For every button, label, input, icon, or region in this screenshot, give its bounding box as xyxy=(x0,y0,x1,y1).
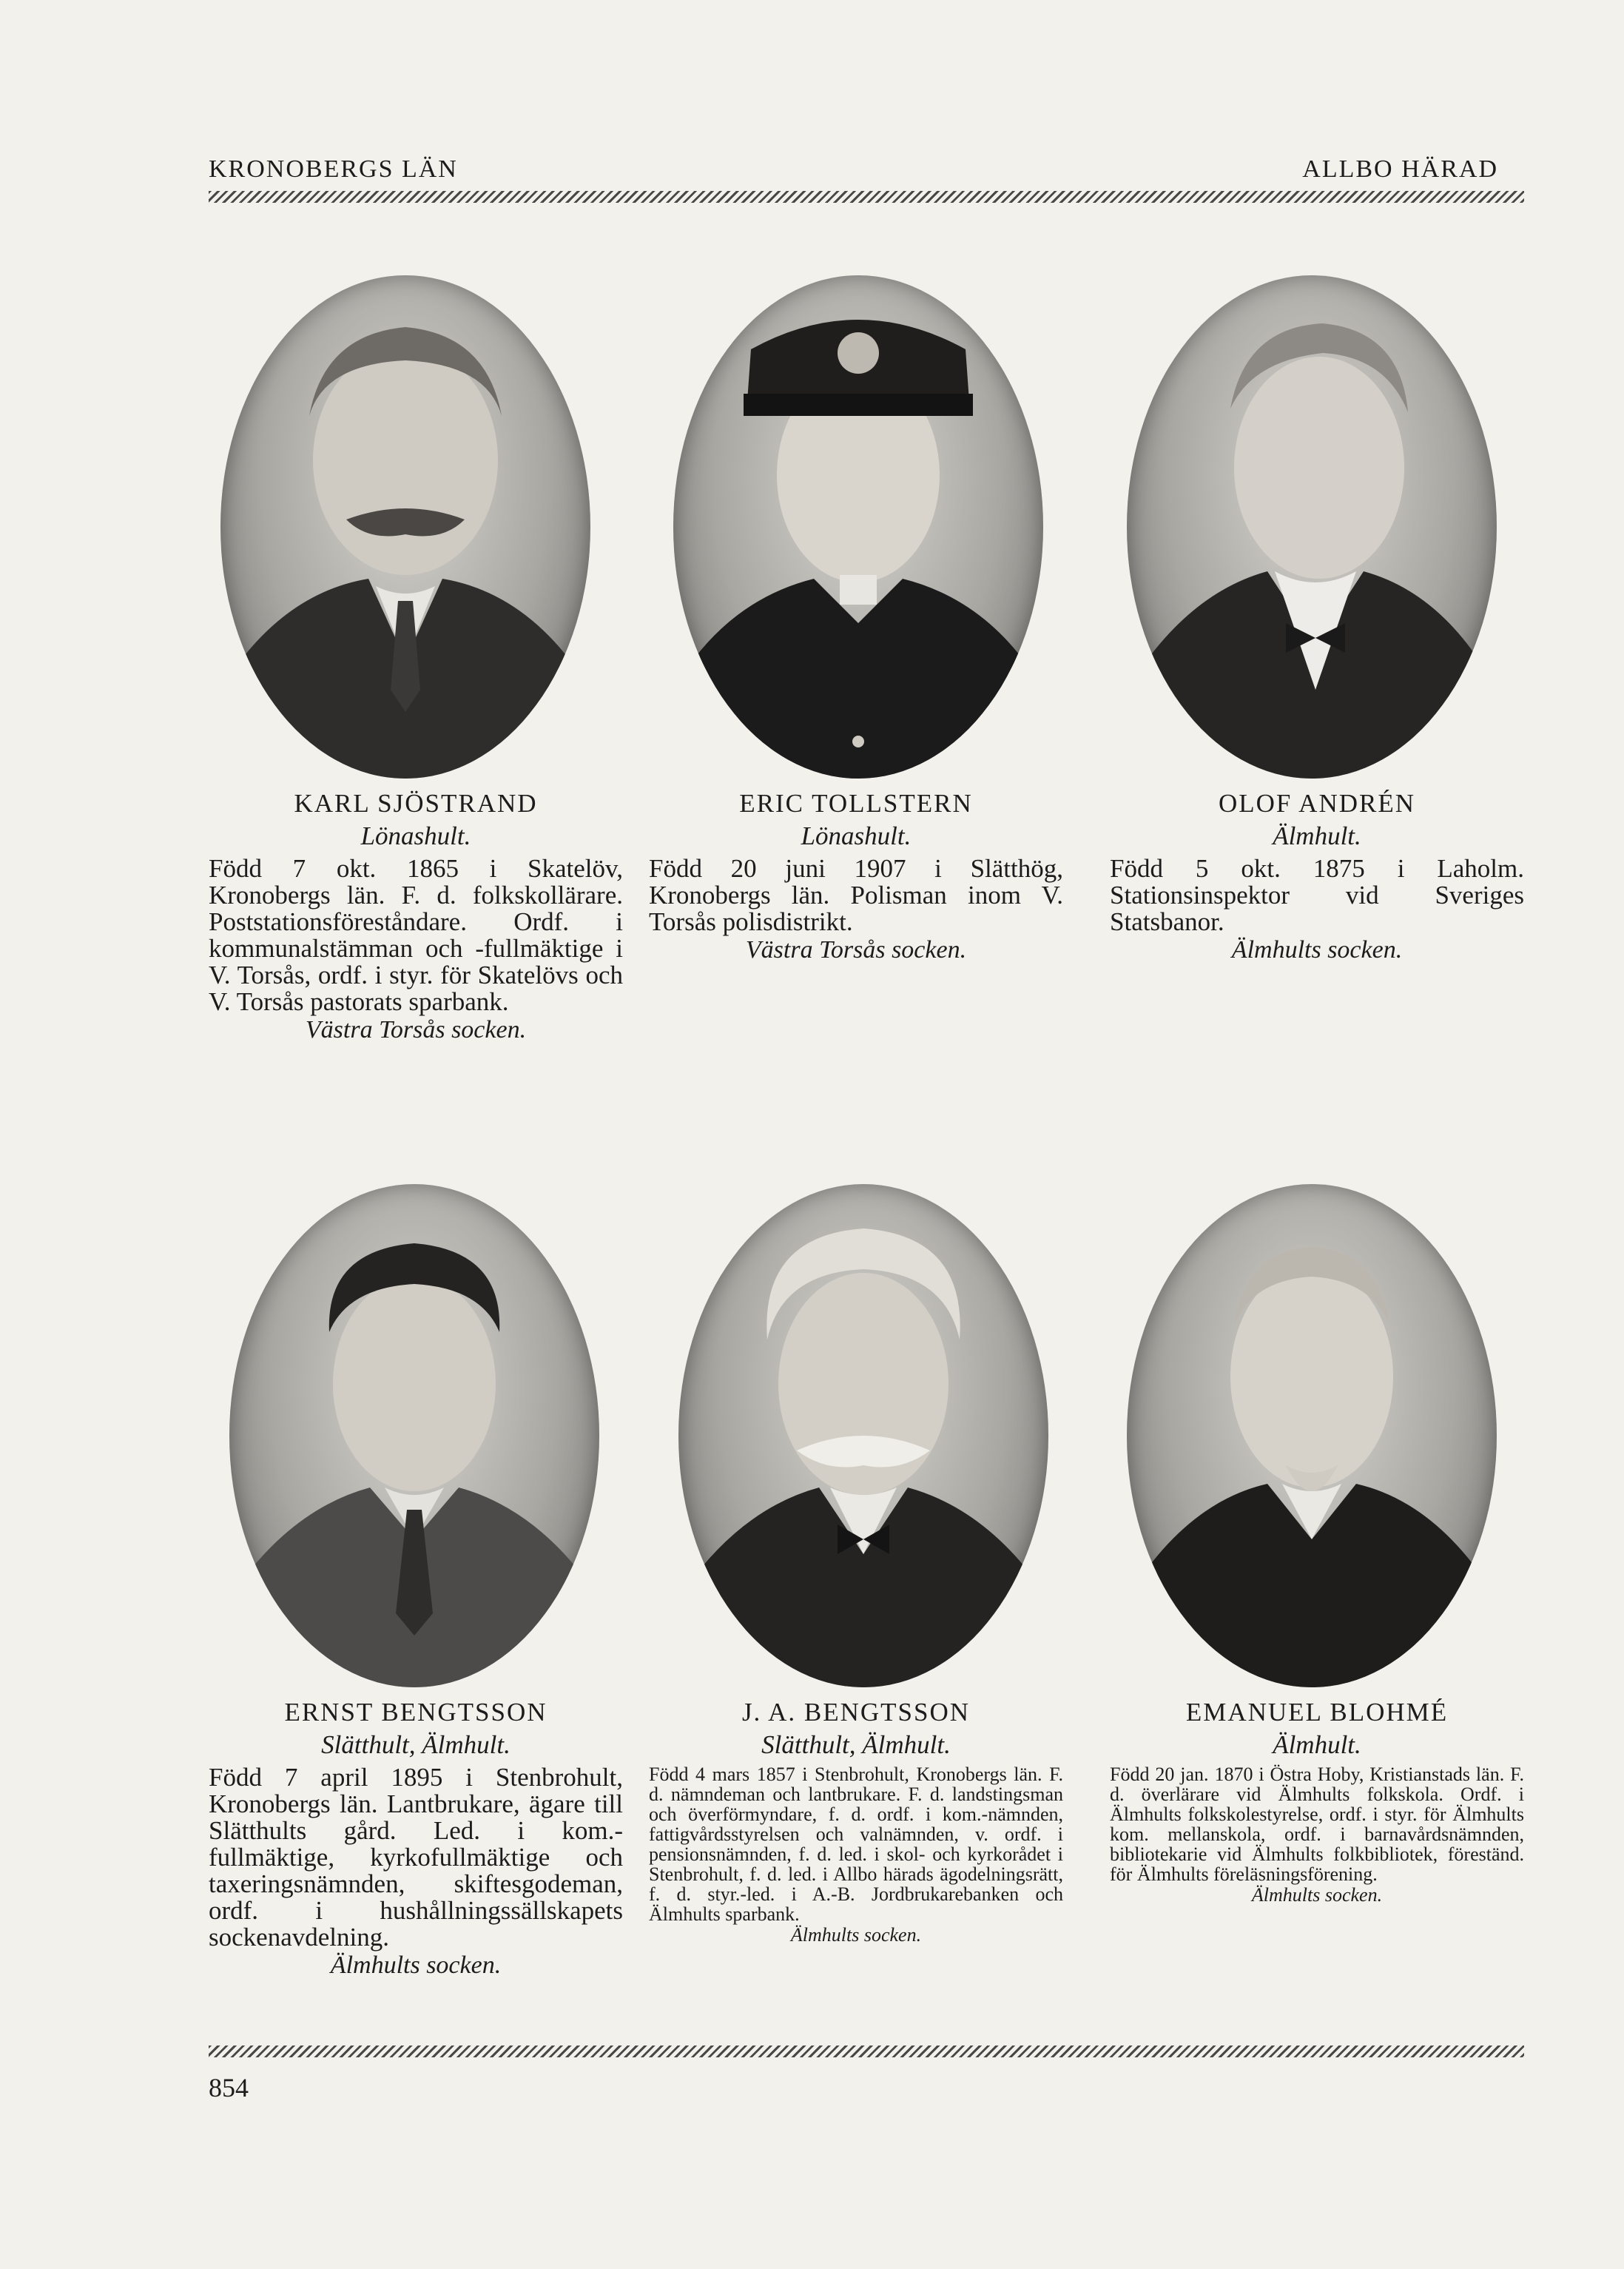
portrait-illustration xyxy=(678,1184,1048,1687)
portrait-illustration xyxy=(1127,1184,1497,1687)
person-parish: Älmhults socken. xyxy=(1251,1884,1383,1906)
portrait-emanuel-blohme xyxy=(1127,1184,1497,1687)
person-parish: Älmhults socken. xyxy=(790,1924,922,1946)
person-parish: Älmhults socken. xyxy=(330,1952,502,1979)
person-parish: Västra Torsås socken. xyxy=(745,936,967,964)
person-biography: Född 20 jan. 1870 i Östra Hoby, Kristianstads län. F. d. överlärare vid Älmhults folkskola. Ordf. i Älmhults folkskolestyrelse, ordf. i styr. för Älmhults kom. mellanskola, ordf. i barnavårdsnämnden, bibliotekarie vid Älmhults folkbibliotek, föreständ. för Älmhults föreläsningsförening. xyxy=(1110,1764,1524,1885)
person-biography: Född 4 mars 1857 i Stenbrohult, Kronobergs län. F. d. nämndeman och lantbrukare. F. d. landstingsman och överförmyndare, f. d. ordf. i kom.-nämnden, fattigvårdsstyrelsen och valnämnden, v. ordf. i pensionsnämnden, f. d. led. i skol- och kyrkorådet i Stenbrohult, f. d. led. i Allbo härads ägodelningsrätt, f. d. styr.-led. i A.-B. Jordbrukarebanken och Älmhults sparbank. xyxy=(649,1764,1063,1925)
caption-eric-tollstern xyxy=(649,787,1063,965)
running-head-district: ALLBO HÄRAD xyxy=(1302,155,1498,183)
portrait-illustration xyxy=(229,1184,599,1687)
person-name: ERIC TOLLSTERN xyxy=(739,789,973,818)
person-residence: Slätthult, Älmhult. xyxy=(321,1730,511,1759)
portrait-illustration xyxy=(673,275,1043,779)
top-ornamental-rule xyxy=(209,191,1524,203)
person-name: ERNST BENGTSSON xyxy=(284,1698,547,1727)
portrait-illustration xyxy=(1127,275,1497,779)
portrait-eric-tollstern xyxy=(673,275,1043,779)
person-residence: Lönashult. xyxy=(360,821,471,850)
person-biography: Född 5 okt. 1875 i Laholm. Stationsinspektor vid Sveriges Statsbanor. xyxy=(1110,854,1524,936)
bottom-ornamental-rule xyxy=(209,2046,1524,2057)
running-head-county: KRONOBERGS LÄN xyxy=(209,155,458,183)
portrait-ernst-bengtsson xyxy=(229,1184,599,1687)
person-biography: Född 7 okt. 1865 i Skatelöv, Kronobergs län. F. d. folkskollärare. Poststationsföreståndare. Ordf. i kommunalstämman och -fullmäktige i V. Torsås, ordf. i styr. för Skatelövs och V. Torsås pastorats sparbank. xyxy=(209,854,623,1016)
caption-olof-andren xyxy=(1110,787,1524,965)
person-name: EMANUEL BLOHMÉ xyxy=(1185,1698,1449,1727)
person-biography: Född 20 juni 1907 i Slätthög, Kronobergs län. Polisman inom V. Torsås polisdistrikt. xyxy=(649,854,1063,936)
person-residence: Älmhult. xyxy=(1273,1730,1361,1759)
caption-ja-bengtsson xyxy=(649,1696,1063,1946)
person-parish: Älmhults socken. xyxy=(1231,936,1403,964)
person-biography: Född 7 april 1895 i Stenbrohult, Kronobergs län. Lantbrukare, ägare till Slätthults gård. Led. i kom.-fullmäktige, kyrkofullmäktige och taxeringsnämnden, skiftesgodeman, ordf. i hushållningssällskapets sockenavdelning. xyxy=(209,1763,623,1952)
caption-ernst-bengtsson xyxy=(209,1696,623,1980)
portrait-karl-sjostrand xyxy=(220,275,590,779)
page-number: 854 xyxy=(209,2073,249,2102)
person-residence: Älmhult. xyxy=(1273,821,1361,850)
person-name: KARL SJÖSTRAND xyxy=(294,789,538,818)
person-name: OLOF ANDRÉN xyxy=(1218,789,1416,818)
person-residence: Slätthult, Älmhult. xyxy=(761,1730,951,1759)
person-name: J. A. BENGTSSON xyxy=(741,1698,971,1727)
person-residence: Lönashult. xyxy=(801,821,912,850)
person-parish: Västra Torsås socken. xyxy=(305,1016,527,1043)
portrait-illustration xyxy=(220,275,590,779)
portrait-olof-andren xyxy=(1127,275,1497,779)
portrait-ja-bengtsson xyxy=(678,1184,1048,1687)
caption-emanuel-blohme xyxy=(1110,1696,1524,1906)
caption-karl-sjostrand xyxy=(209,787,623,1045)
